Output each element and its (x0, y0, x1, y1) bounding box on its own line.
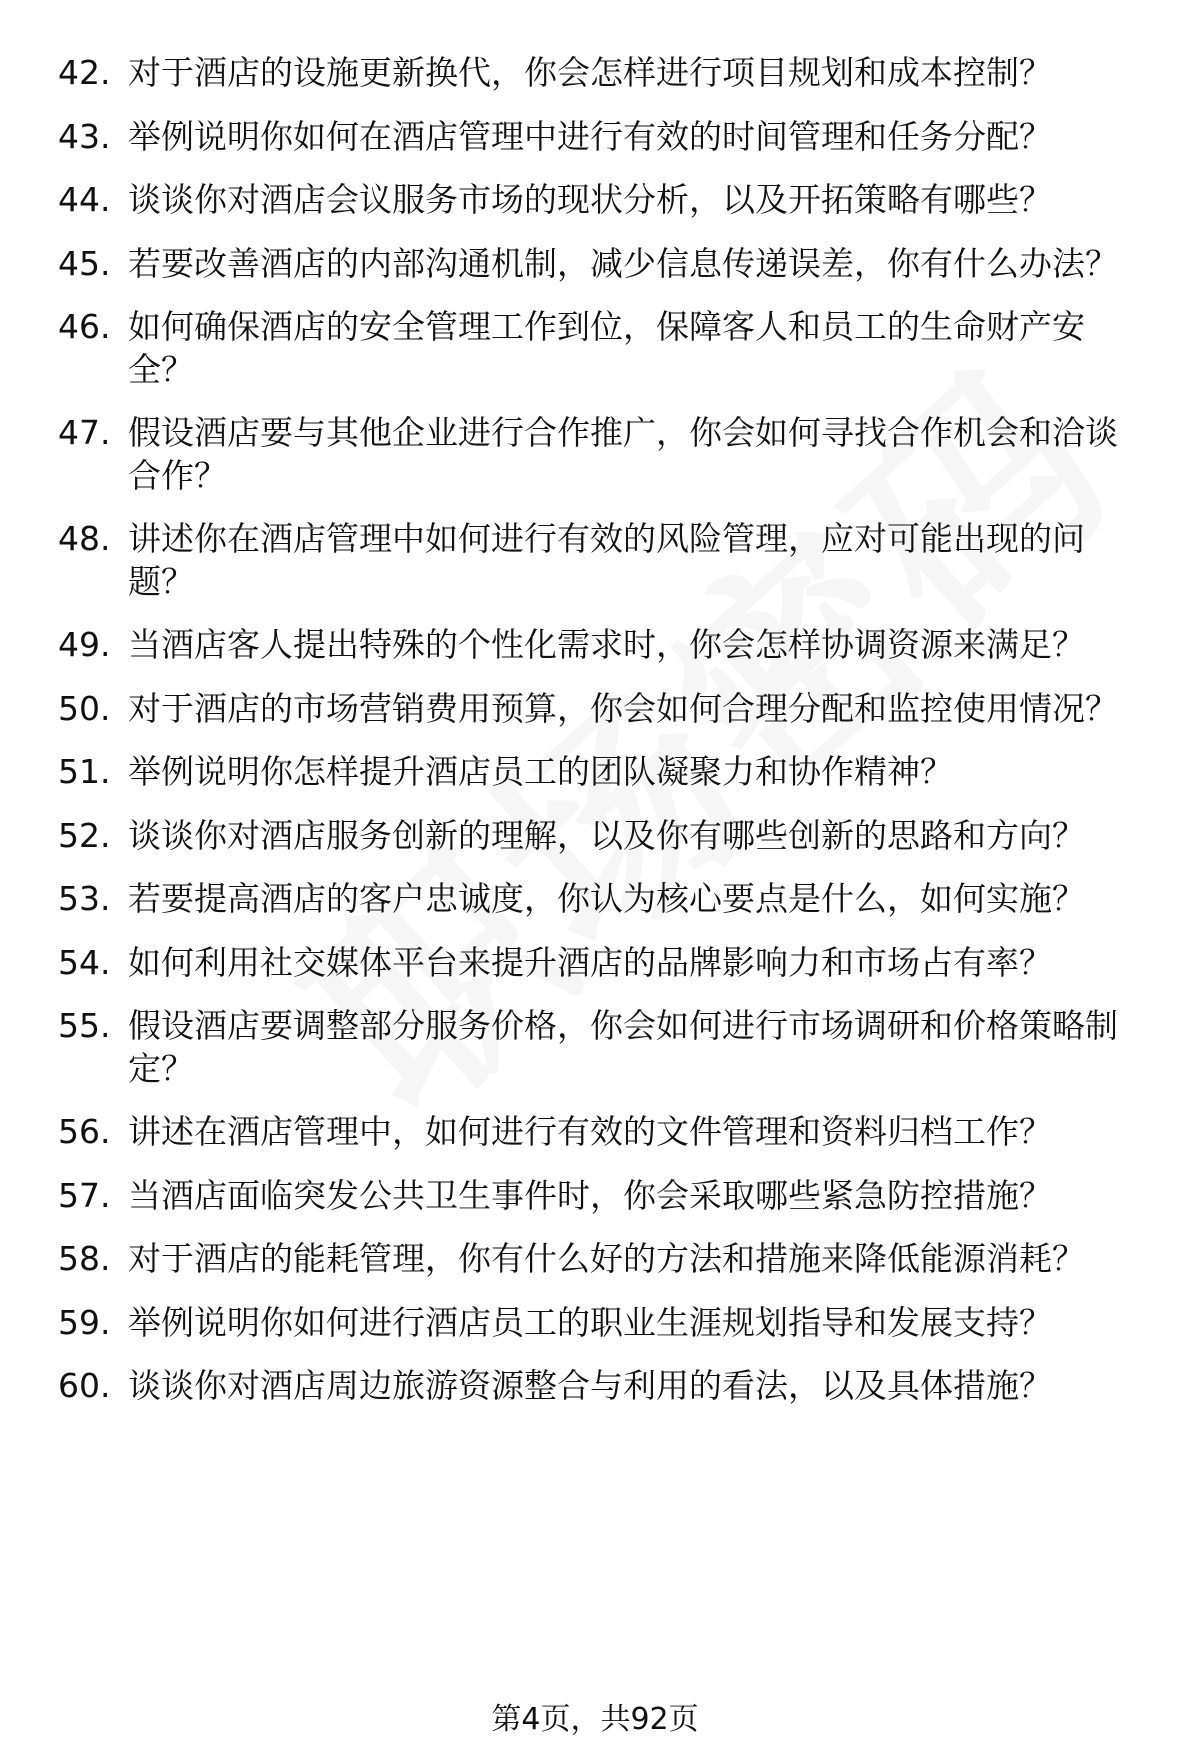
question-text: 对于酒店的设施更新换代，你会怎样进行项目规划和成本控制？ (128, 53, 1052, 92)
question-number: 58. (58, 1239, 111, 1278)
question-number: 60. (58, 1366, 111, 1405)
question-item (58, 1005, 1148, 1090)
question-item (58, 1238, 1148, 1281)
question-text: 当酒店客人提出特殊的个性化需求时，你会怎样协调资源来满足？ (128, 625, 1085, 664)
question-item (58, 1175, 1148, 1218)
question-text: 举例说明你如何进行酒店员工的职业生涯规划指导和发展支持？ (128, 1302, 1052, 1342)
question-text: 当酒店面临突发公共卫生事件时，你会采取哪些紧急防控措施？ (128, 1175, 1052, 1215)
question-item (58, 243, 1148, 286)
question-text: 谈谈你对酒店会议服务市场的现状分析，以及开拓策略有哪些？ (128, 180, 1052, 219)
question-number: 42. (58, 53, 111, 92)
question-item (58, 1111, 1148, 1154)
question-text: 若要改善酒店的内部沟通机制，减少信息传递误差，你有什么办法？ (128, 243, 1118, 283)
question-item (58, 179, 1148, 222)
question-number: 47. (58, 413, 111, 452)
question-number: 51. (58, 752, 111, 791)
question-number: 54. (58, 942, 111, 982)
question-text: 谈谈你对酒店服务创新的理解，以及你有哪些创新的思路和方向？ (128, 815, 1085, 855)
question-text: 对于酒店的市场营销费用预算，你会如何合理分配和监控使用情况？ (128, 688, 1118, 728)
question-text: 如何利用社交媒体平台来提升酒店的品牌影响力和市场占有率？ (128, 942, 1052, 982)
question-text: 举例说明你如何在酒店管理中进行有效的时间管理和任务分配？ (128, 116, 1052, 156)
page-number-footer: 第4页，共92页 (491, 1702, 699, 1737)
question-number: 44. (58, 180, 111, 219)
question-number: 48. (58, 519, 111, 558)
question-number: 45. (58, 243, 111, 283)
question-number: 55. (58, 1006, 111, 1045)
question-item (58, 815, 1148, 858)
question-number: 49. (58, 625, 111, 664)
question-item (58, 518, 1148, 603)
question-text: 讲述你在酒店管理中如何进行有效的风险管理，应对可能出现的问题？ (128, 519, 1085, 601)
question-list (58, 52, 1148, 1429)
question-item (58, 688, 1148, 731)
question-item (58, 878, 1148, 921)
question-text: 假设酒店要调整部分服务价格，你会如何进行市场调研和价格策略制定？ (128, 1006, 1118, 1088)
question-text: 假设酒店要与其他企业进行合作推广，你会如何寻找合作机会和洽谈合作？ (128, 413, 1118, 495)
question-item (58, 751, 1148, 794)
question-item (58, 52, 1148, 95)
question-number: 59. (58, 1302, 111, 1342)
question-item (58, 624, 1148, 667)
question-number: 56. (58, 1112, 111, 1151)
question-item (58, 116, 1148, 159)
question-number: 53. (58, 879, 111, 918)
question-item (58, 412, 1148, 497)
question-item (58, 1365, 1148, 1408)
question-item (58, 1302, 1148, 1345)
question-text: 如何确保酒店的安全管理工作到位，保障客人和员工的生命财产安全？ (128, 307, 1085, 389)
question-number: 57. (58, 1175, 111, 1215)
question-text: 若要提高酒店的客户忠诚度，你认为核心要点是什么，如何实施？ (128, 879, 1085, 918)
question-number: 52. (58, 815, 111, 855)
question-number: 43. (58, 116, 111, 156)
question-number: 46. (58, 307, 111, 346)
question-text: 谈谈你对酒店周边旅游资源整合与利用的看法，以及具体措施？ (128, 1366, 1052, 1405)
question-text: 讲述在酒店管理中，如何进行有效的文件管理和资料归档工作？ (128, 1112, 1052, 1151)
question-item (58, 306, 1148, 391)
question-item (58, 942, 1148, 985)
question-text: 对于酒店的能耗管理，你有什么好的方法和措施来降低能源消耗？ (128, 1239, 1085, 1278)
question-text: 举例说明你怎样提升酒店员工的团队凝聚力和协作精神？ (128, 752, 953, 791)
question-number: 50. (58, 688, 111, 728)
